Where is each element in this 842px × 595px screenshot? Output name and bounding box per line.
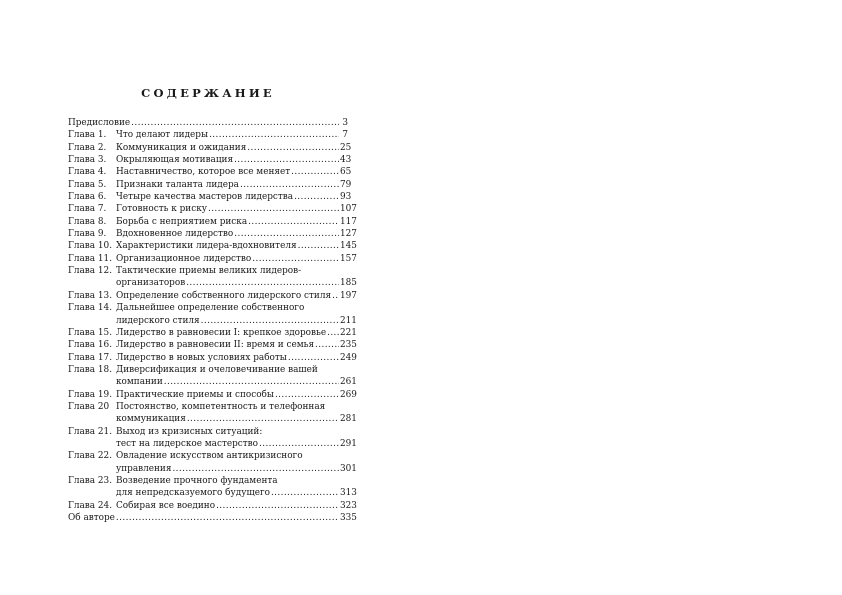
- entry-title-line-last: [116, 500, 357, 512]
- toc-entry: [68, 253, 357, 265]
- page-number: 281: [340, 414, 357, 425]
- entry-title-line: [116, 364, 348, 376]
- toc-entry: [68, 117, 348, 129]
- entry-title-line-last: [116, 253, 357, 265]
- entry-title-line: [116, 426, 348, 438]
- entry-title: Диверсификация и очеловечивание вашей: [116, 364, 318, 375]
- page-number: 291: [340, 438, 357, 449]
- toc-entry: [68, 512, 357, 524]
- entry-title-block: [116, 265, 357, 290]
- entry-title: Постоянство, компетентность и телефонная: [116, 401, 326, 412]
- entry-title: Борьба с неприятием риска: [116, 216, 248, 227]
- entry-title-block: [116, 154, 352, 166]
- entry-title-block: [116, 475, 357, 500]
- entry-title: Практические приемы и способы: [116, 389, 274, 400]
- toc-entry: [68, 154, 352, 166]
- toc-entry: [68, 302, 357, 327]
- entry-title-block: [116, 352, 357, 364]
- entry-title: для непредсказуемого будущего: [116, 488, 270, 499]
- dot-leader: [327, 327, 339, 339]
- entry-title-block: [116, 290, 357, 302]
- entry-title-line-last: [116, 376, 357, 388]
- toc-entry: [68, 228, 357, 240]
- toc-entry: [68, 142, 352, 154]
- entry-title: Признаки таланта лидера: [116, 179, 239, 190]
- entry-title-line: [116, 302, 348, 314]
- toc-heading: СОДЕРЖАНИЕ: [141, 86, 275, 100]
- entry-title-block: [116, 191, 352, 203]
- toc-entry: [68, 290, 357, 302]
- page-number: 261: [340, 377, 357, 388]
- page-number: 107: [340, 204, 357, 215]
- entry-title-block: [68, 512, 357, 524]
- entry-title-line-last: [116, 413, 357, 425]
- entry-title: тест на лидерское мастерство: [116, 438, 259, 449]
- chapter-label: Глава 12.: [68, 266, 113, 277]
- dot-leader: [234, 228, 339, 240]
- entry-title: Об авторе: [68, 513, 115, 523]
- dot-leader: [315, 339, 339, 351]
- dot-leader: [298, 240, 339, 252]
- entry-title: компании: [116, 377, 163, 388]
- page-number: 93: [340, 192, 352, 203]
- chapter-label: Глава 21.: [68, 426, 113, 437]
- entry-title-line: [116, 475, 348, 487]
- page-number: 145: [340, 241, 357, 252]
- dot-leader: [291, 166, 339, 178]
- toc-entry: [68, 203, 357, 215]
- dot-leader: [208, 203, 339, 215]
- entry-title: Возведение прочного фундамента: [116, 475, 278, 486]
- entry-title: управления: [116, 463, 172, 474]
- page-number: 117: [340, 216, 357, 227]
- entry-title-block: [116, 500, 357, 512]
- entry-title: Лидерство в новых условиях работы: [116, 352, 287, 363]
- chapter-label: Глава 16.: [68, 340, 113, 351]
- toc-entry: [68, 401, 357, 426]
- entry-title-line-last: [68, 117, 348, 129]
- toc-entry: [68, 450, 357, 475]
- entry-title-line-last: [116, 315, 357, 327]
- chapter-label: Глава 7.: [68, 204, 107, 215]
- toc-entry: [68, 179, 352, 191]
- chapter-label: Глава 1.: [68, 130, 107, 141]
- chapter-label: Глава 17.: [68, 352, 113, 363]
- entry-title: коммуникация: [116, 414, 186, 425]
- entry-title-line-last: [116, 154, 352, 166]
- dot-leader: [332, 290, 339, 302]
- entry-title-block: [116, 401, 357, 426]
- toc-entry: [68, 191, 352, 203]
- entry-title-block: [116, 426, 357, 451]
- entry-title-line: [116, 401, 348, 413]
- chapter-label: Глава 15.: [68, 327, 113, 338]
- entry-title-line: [116, 265, 348, 277]
- entry-title: Лидерство в равновесии II: время и семья: [116, 340, 315, 351]
- entry-title-line-last: [116, 487, 357, 499]
- page-number: 235: [340, 340, 357, 351]
- dot-leader: [201, 315, 339, 327]
- page-number: 185: [340, 278, 357, 289]
- entry-title-line-last: [68, 512, 357, 524]
- table-of-contents: [68, 117, 357, 524]
- chapter-label: Глава 10.: [68, 241, 113, 252]
- chapter-label: Глава 24.: [68, 500, 113, 511]
- chapter-label: Глава 2.: [68, 142, 107, 153]
- chapter-label: Глава 13.: [68, 290, 113, 301]
- entry-title-line: [116, 450, 348, 462]
- page-number: 127: [340, 229, 357, 240]
- entry-title-line-last: [116, 142, 352, 154]
- entry-title: Вдохновенное лидерство: [116, 229, 234, 240]
- dot-leader: [131, 117, 339, 129]
- toc-entry: [68, 364, 357, 389]
- entry-title: Выход из кризисных ситуаций:: [116, 426, 263, 437]
- entry-title: Лидерство в равновесии I: крепкое здоровье: [116, 327, 327, 338]
- entry-title: Организационное лидерство: [116, 253, 252, 264]
- entry-title-block: [116, 450, 357, 475]
- chapter-label: Глава 14.: [68, 303, 113, 314]
- chapter-label: Глава 4.: [68, 167, 107, 178]
- entry-title-block: [116, 179, 352, 191]
- entry-title-line-last: [116, 216, 357, 228]
- page-number: 7: [342, 130, 348, 141]
- chapter-label: Глава 22.: [68, 451, 113, 462]
- entry-title-line-last: [116, 327, 357, 339]
- dot-leader: [234, 154, 339, 166]
- entry-title-line-last: [116, 228, 357, 240]
- page-number: 3: [342, 118, 348, 128]
- page-number: 269: [340, 389, 357, 400]
- entry-title-line-last: [116, 339, 357, 351]
- dot-leader: [187, 413, 339, 425]
- toc-entry: [68, 327, 357, 339]
- entry-title: Определение собственного лидерского стиля: [116, 290, 332, 301]
- entry-title-line-last: [116, 389, 357, 401]
- dot-leader: [172, 463, 339, 475]
- toc-entry: [68, 339, 357, 351]
- toc-entry: [68, 129, 348, 141]
- entry-title: лидерского стиля: [116, 315, 200, 326]
- entry-title-line-last: [116, 277, 357, 289]
- page-number: 323: [340, 500, 357, 511]
- chapter-label: Глава 6.: [68, 192, 107, 203]
- entry-title-line-last: [116, 438, 357, 450]
- dot-leader: [294, 191, 339, 203]
- entry-title: Характеристики лидера-вдохновителя: [116, 241, 297, 252]
- entry-title-line-last: [116, 352, 357, 364]
- entry-title: Овладение искусством антикризисного: [116, 451, 303, 462]
- entry-title-line-last: [116, 203, 357, 215]
- page-number: 221: [340, 327, 357, 338]
- entry-title-block: [116, 142, 352, 154]
- toc-entry: [68, 500, 357, 512]
- entry-title: организаторов: [116, 278, 186, 289]
- page-number: 211: [340, 315, 357, 326]
- dot-leader: [209, 129, 339, 141]
- dot-leader: [271, 487, 339, 499]
- dot-leader: [116, 512, 339, 524]
- toc-entry: [68, 216, 357, 228]
- entry-title-line-last: [116, 129, 348, 141]
- chapter-label: Глава 5.: [68, 179, 107, 190]
- entry-title: Предисловие: [68, 118, 131, 128]
- dot-leader: [275, 389, 339, 401]
- entry-title-block: [116, 339, 357, 351]
- toc-entry: [68, 240, 357, 252]
- entry-title-line-last: [116, 191, 352, 203]
- entry-title-line-last: [116, 463, 357, 475]
- dot-leader: [252, 253, 339, 265]
- page-number: 157: [340, 253, 357, 264]
- dot-leader: [259, 438, 339, 450]
- entry-title-line-last: [116, 179, 352, 191]
- entry-title: Что делают лидеры: [116, 130, 209, 141]
- chapter-label: Глава 3.: [68, 155, 107, 166]
- page-number: 79: [340, 179, 352, 190]
- entry-title: Окрыляющая мотивация: [116, 155, 234, 166]
- page-number: 197: [340, 290, 357, 301]
- entry-title-line-last: [116, 166, 352, 178]
- chapter-label: Глава 19.: [68, 389, 113, 400]
- entry-title-line-last: [116, 240, 357, 252]
- chapter-label: Глава 18.: [68, 364, 113, 375]
- chapter-label: Глава 8.: [68, 216, 107, 227]
- entry-title-line-last: [116, 290, 357, 302]
- entry-title-block: [116, 389, 357, 401]
- dot-leader: [247, 142, 339, 154]
- dot-leader: [240, 179, 339, 191]
- toc-entry: [68, 352, 357, 364]
- chapter-label: Глава 9.: [68, 229, 107, 240]
- entry-title: Четыре качества мастеров лидерства: [116, 192, 294, 203]
- entry-title-block: [116, 364, 357, 389]
- page-number: 335: [340, 513, 357, 523]
- toc-entry: [68, 475, 357, 500]
- dot-leader: [248, 216, 339, 228]
- entry-title-block: [68, 117, 348, 129]
- page-number: 43: [340, 155, 352, 166]
- page-number: 313: [340, 488, 357, 499]
- entry-title: Готовность к риску: [116, 204, 207, 215]
- entry-title: Наставничество, которое все меняет: [116, 167, 291, 178]
- entry-title: Тактические приемы великих лидеров-: [116, 266, 302, 277]
- entry-title-block: [116, 302, 357, 327]
- page-number: 25: [340, 142, 352, 153]
- entry-title-block: [116, 240, 357, 252]
- dot-leader: [186, 277, 339, 289]
- dot-leader: [164, 376, 339, 388]
- entry-title: Коммуникация и ожидания: [116, 142, 247, 153]
- entry-title-block: [116, 216, 357, 228]
- entry-title: Собирая все воедино: [116, 500, 216, 511]
- entry-title-block: [116, 166, 352, 178]
- entry-title-block: [116, 253, 357, 265]
- entry-title-block: [116, 228, 357, 240]
- entry-title-block: [116, 327, 357, 339]
- toc-entry: [68, 166, 352, 178]
- dot-leader: [288, 352, 339, 364]
- chapter-label: Глава 20: [68, 401, 110, 412]
- entry-title-block: [116, 203, 357, 215]
- toc-entry: [68, 265, 357, 290]
- page-number: 65: [340, 167, 352, 178]
- toc-entry: [68, 389, 357, 401]
- chapter-label: Глава 23.: [68, 475, 113, 486]
- page-number: 301: [340, 463, 357, 474]
- entry-title-block: [116, 129, 348, 141]
- dot-leader: [216, 500, 339, 512]
- entry-title: Дальнейшее определение собственного: [116, 303, 305, 314]
- chapter-label: Глава 11.: [68, 253, 113, 264]
- page-number: 249: [340, 352, 357, 363]
- toc-entry: [68, 426, 357, 451]
